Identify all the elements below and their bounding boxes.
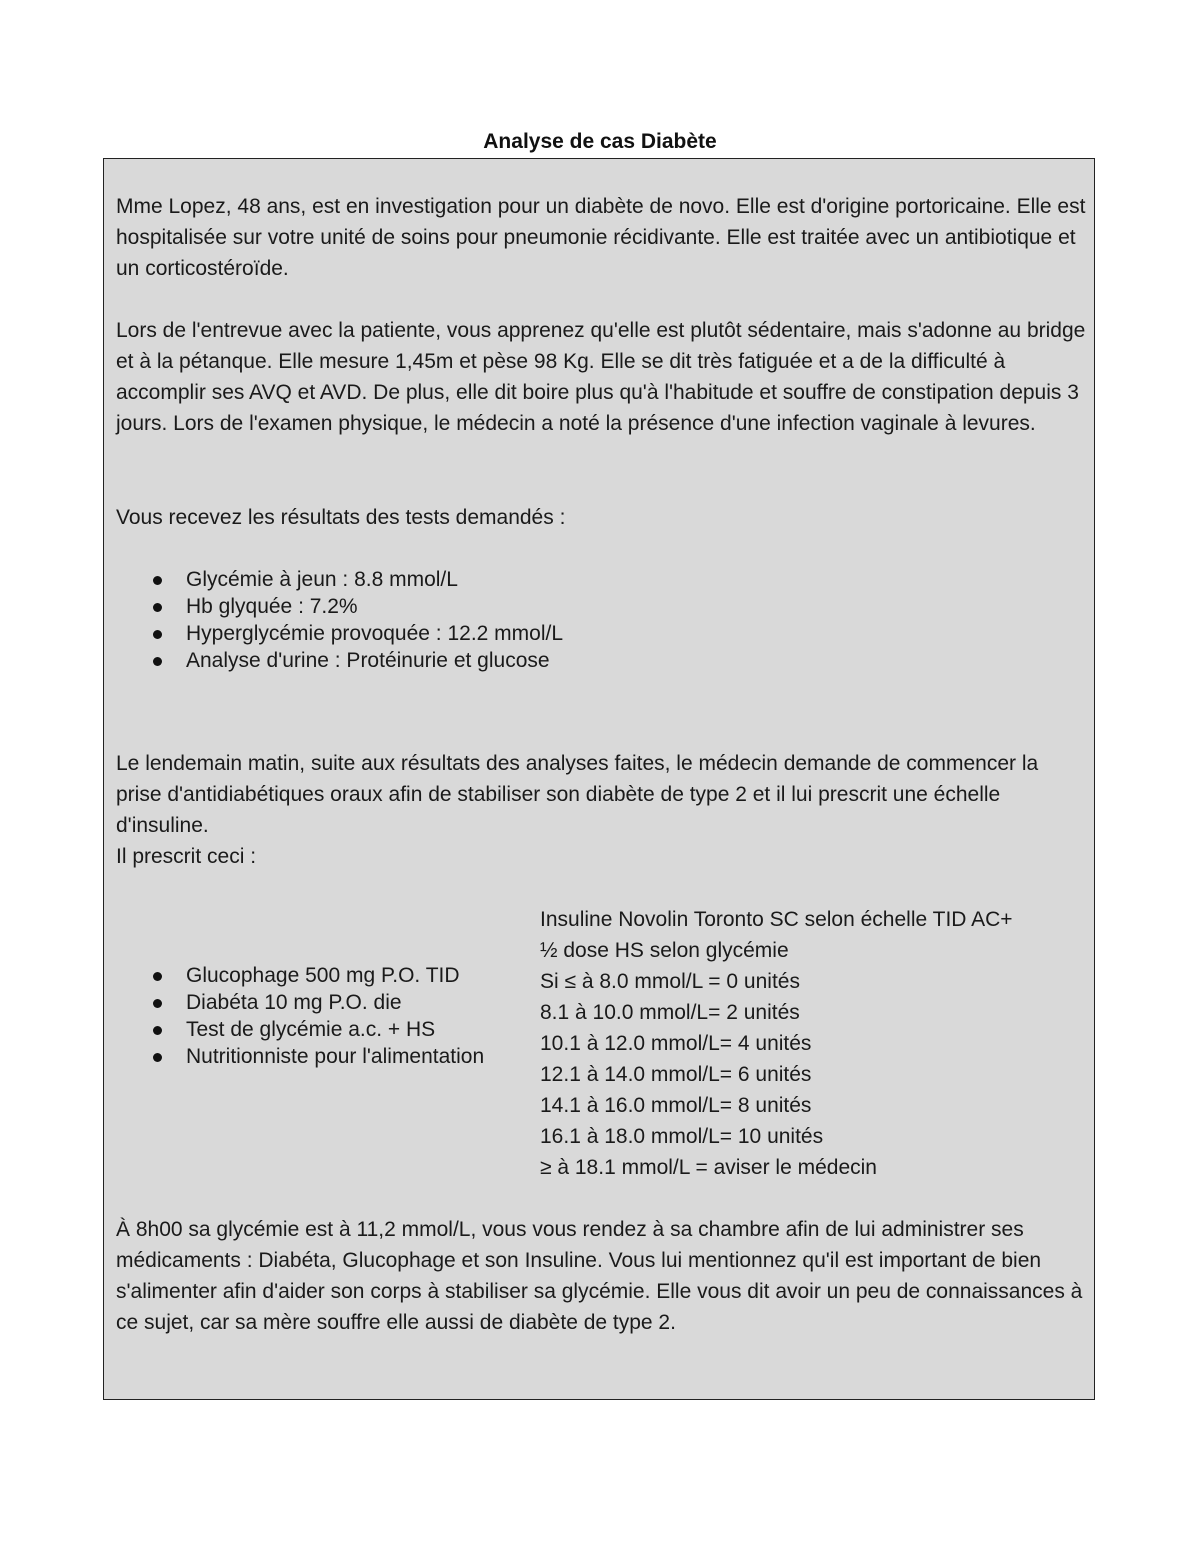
list-item: Glucophage 500 mg P.O. TID [116,962,516,989]
results-list [116,566,716,674]
insulin-scale-line: 14.1 à 16.0 mmol/L= 8 unités [540,1094,812,1117]
list-item: Test de glycémie a.c. + HS [116,1016,516,1043]
insulin-scale-line: ≥ à 18.1 mmol/L = aviser le médecin [540,1156,877,1179]
list-item: Nutritionniste pour l'alimentation [116,1043,516,1070]
list-item: Glycémie à jeun : 8.8 mmol/L [116,566,716,593]
insulin-scale-line: 12.1 à 14.0 mmol/L= 6 unités [540,1063,812,1086]
insulin-scale-line: 8.1 à 10.0 mmol/L= 2 unités [540,1001,800,1024]
list-item: Analyse d'urine : Protéinurie et glucose [116,647,716,674]
list-item: Diabéta 10 mg P.O. die [116,989,516,1016]
lifestyle-paragraph: Lors de l'entrevue avec la patiente, vous apprenez qu'elle est plutôt sédentaire, mais s'adonne au bridge et à la pétanque. Elle mesure 1,45m et pèse 98 Kg. Elle se dit très fatiguée et a de la difficulté à accomplir ses AVQ et AVD. De plus, elle dit boire plus qu'à l'habitude et souffre de constipation depuis 3 jours. Lors de l'examen physique, le médecin a noté la présence d'une infection vaginale à levures. [116,319,1086,435]
intro-paragraph: Mme Lopez, 48 ans, est en investigation pour un diabète de novo. Elle est d'origine portoricaine. Elle est hospitalisée sur votre unité de soins pour pneumonie récidivante. Elle est traitée avec un antibiotique et un corticostéroïde. [116,195,1086,280]
insulin-scale-line: Si ≤ à 8.0 mmol/L = 0 unités [540,970,800,993]
next-morning-paragraph: Le lendemain matin, suite aux résultats des analyses faites, le médecin demande de commencer la prise d'antidiabétiques oraux afin de stabiliser son diabète de type 2 et il lui prescrit une échelle d'insuline. [116,752,1039,837]
prescription-list [116,962,516,1070]
insulin-scale-line: 10.1 à 12.0 mmol/L= 4 unités [540,1032,812,1055]
list-item: Hb glyquée : 7.2% [116,593,716,620]
list-item: Hyperglycémie provoquée : 12.2 mmol/L [116,620,716,647]
final-paragraph: À 8h00 sa glycémie est à 11,2 mmol/L, vous vous rendez à sa chambre afin de lui administrer ses médicaments : Diabéta, Glucophage et son Insuline. Vous lui mentionnez qu'il est important de bien s'alimenter afin d'aider son corps à stabiliser sa glycémie. Elle vous dit avoir un peu de connaissances à ce sujet, car sa mère souffre elle aussi de diabète de type 2. [116,1218,1083,1334]
case-box [103,158,1095,1400]
prescribes-line: Il prescrit ceci : [116,845,257,868]
insulin-scale-line: Insuline Novolin Toronto SC selon échelle TID AC+ [540,908,1013,931]
insulin-scale-line: ½ dose HS selon glycémie [540,939,789,962]
document-title: Analyse de cas Diabète [483,130,717,153]
insulin-scale-line: 16.1 à 18.0 mmol/L= 10 unités [540,1125,824,1148]
insulin-scale [540,904,1090,1183]
results-intro: Vous recevez les résultats des tests demandés : [116,506,566,529]
